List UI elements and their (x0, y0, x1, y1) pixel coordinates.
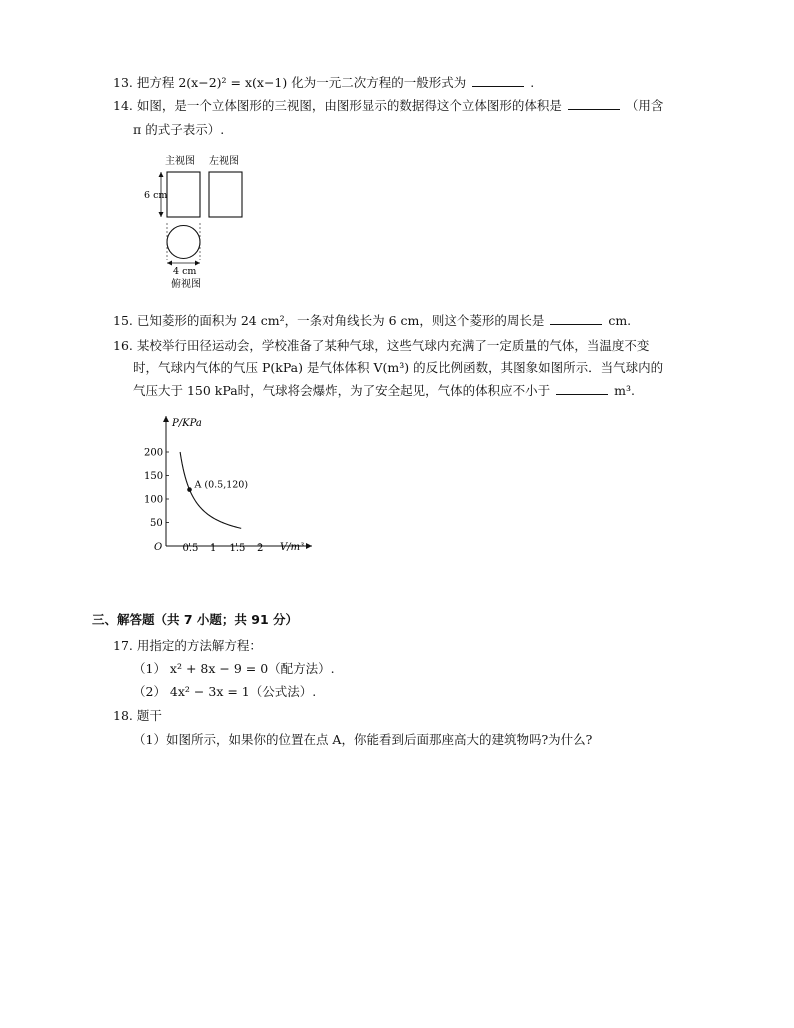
left-view-rect (209, 172, 242, 217)
question-text: 已知菱形的面积为 24 cm²，一条对角线长为 6 cm，则这个菱形的周长是 (136, 313, 545, 328)
x-axis-label: V/m³ (280, 542, 305, 553)
y-axis-arrow (163, 416, 169, 422)
y-tick-label: 50 (150, 518, 163, 529)
question-16 (113, 337, 649, 355)
y-tick-label: 150 (144, 471, 164, 482)
three-view-figure (140, 150, 260, 295)
point-a-label: A (0.5,120) (194, 479, 249, 491)
answer-blank (568, 97, 620, 110)
question-text: 题干 (136, 708, 162, 723)
x-tick-label: 0.5 (182, 543, 199, 554)
question-number: 18. (113, 708, 133, 723)
y-axis-label: P/KPa (172, 418, 202, 429)
question-17-part-1: （1） x² + 8x − 9 = 0（配方法）. (133, 661, 335, 676)
origin-label: O (154, 542, 163, 553)
question-15 (113, 312, 631, 330)
question-number: 14. (113, 98, 133, 113)
question-18 (113, 707, 162, 725)
question-text-end: （用含 (625, 98, 664, 113)
answer-blank (556, 382, 608, 395)
point-a (187, 487, 192, 492)
question-text-end: m³. (614, 383, 635, 398)
section-3-heading: 三、解答题（共 7 小题；共 91 分） (92, 612, 299, 627)
front-view-label: 主视图 (165, 156, 195, 167)
question-13 (113, 74, 534, 92)
question-number: 15. (113, 313, 133, 328)
x-tick-label: 1.5 (229, 543, 246, 554)
question-number: 17. (113, 638, 133, 653)
x-tick-label: 2 (257, 543, 264, 554)
diameter-label: 4 cm (173, 266, 197, 277)
x-tick-label: 1 (210, 543, 217, 554)
question-text: 把方程 2(x−2)² = x(x−1) 化为一元二次方程的一般形式为 (136, 75, 467, 90)
question-text: 如图，是一个立体图形的三视图，由图形显示的数据得这个立体图形的体积是 (136, 98, 562, 113)
height-label: 6 cm (144, 190, 168, 201)
question-text-end: cm. (608, 313, 632, 328)
question-18-part-1: （1）如图所示，如果你的位置在点 A，你能看到后面那座高大的建筑物吗?为什么? (133, 732, 593, 747)
front-view-rect (167, 172, 200, 217)
question-14 (113, 97, 663, 115)
answer-blank (472, 74, 524, 87)
answer-blank (550, 312, 602, 325)
question-17-part-2: （2） 4x² − 3x = 1（公式法）. (133, 684, 317, 699)
question-text: 某校举行田径运动会，学校准备了某种气球，这些气球内充满了一定质量的气体，当温度不变 (136, 338, 650, 353)
y-tick-label: 200 (144, 447, 164, 459)
x-tick-group (183, 543, 264, 554)
left-view-label: 左视图 (209, 156, 239, 167)
question-number: 13. (113, 75, 133, 90)
question-text-end: . (530, 75, 535, 90)
question-14-line2: π 的式子表示）. (133, 122, 225, 137)
question-16-line2: 时，气球内气体的气压 P(kPa) 是气体体积 V(m³) 的反比例函数，其图象如图所示．当气球内的 (133, 360, 664, 375)
y-tick-group (144, 448, 169, 530)
question-number: 16. (113, 338, 133, 353)
question-16-line3 (133, 382, 635, 400)
question-text: 气压大于 150 kPa时，气球将会爆炸，为了安全起见，气体的体积应不小于 (133, 383, 551, 398)
question-17 (113, 637, 262, 655)
top-view-circle (167, 226, 200, 259)
y-tick-label: 100 (144, 494, 164, 506)
top-view-label: 俯视图 (171, 279, 201, 290)
question-text: 用指定的方法解方程： (136, 638, 262, 653)
x-axis-arrow (306, 543, 312, 549)
pressure-volume-chart (140, 410, 320, 560)
